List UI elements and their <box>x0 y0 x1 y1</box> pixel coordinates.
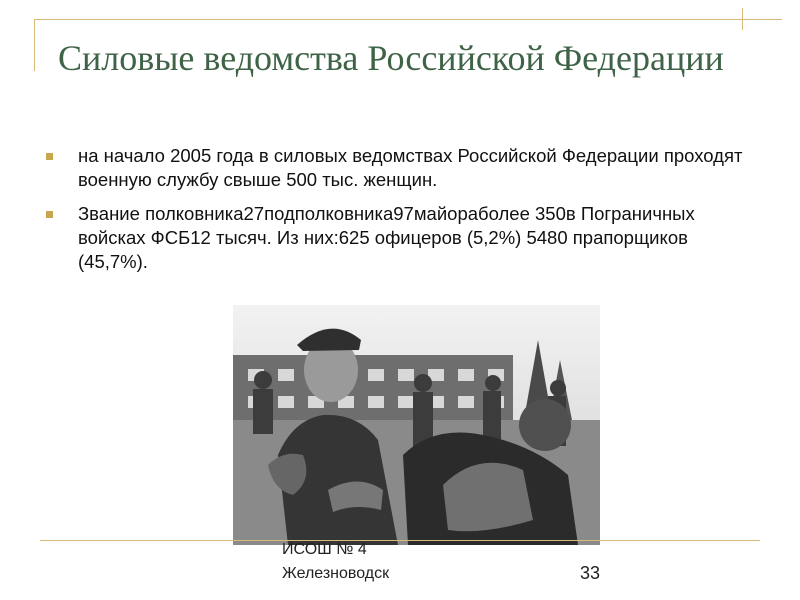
slide-title: Силовые ведомства Российской Федерации <box>58 38 724 78</box>
photo-illustration <box>233 305 600 545</box>
right-tick-rule <box>742 8 743 30</box>
bullet-item-2 <box>40 202 760 274</box>
footer-school-line-2: Железноводск <box>282 565 390 582</box>
square-bullet-icon <box>46 211 53 218</box>
footer-school-line-1: ИСОШ № 4 <box>282 541 367 558</box>
bottom-rule <box>40 540 760 541</box>
square-bullet-icon <box>46 153 53 160</box>
top-rule <box>34 19 782 20</box>
footer-school <box>282 538 389 586</box>
bullet-text-2: Звание полковника27подполковника97майорaболее 350в Пограничных войсках ФСБ12 тысяч. Из них:625 офицеров (5,2%) 5480 прапорщиков (45,7%). <box>78 203 695 272</box>
bullet-item-1 <box>40 144 760 192</box>
left-rule <box>34 19 35 71</box>
page-number: 33 <box>580 563 601 583</box>
women-soldiers-photo <box>233 305 600 545</box>
bullet-text-1: на начало 2005 года в силовых ведомствах Российской Федерации проходят военную службу свыше 500 тыс. женщин. <box>78 145 743 190</box>
bullet-list <box>40 144 760 284</box>
